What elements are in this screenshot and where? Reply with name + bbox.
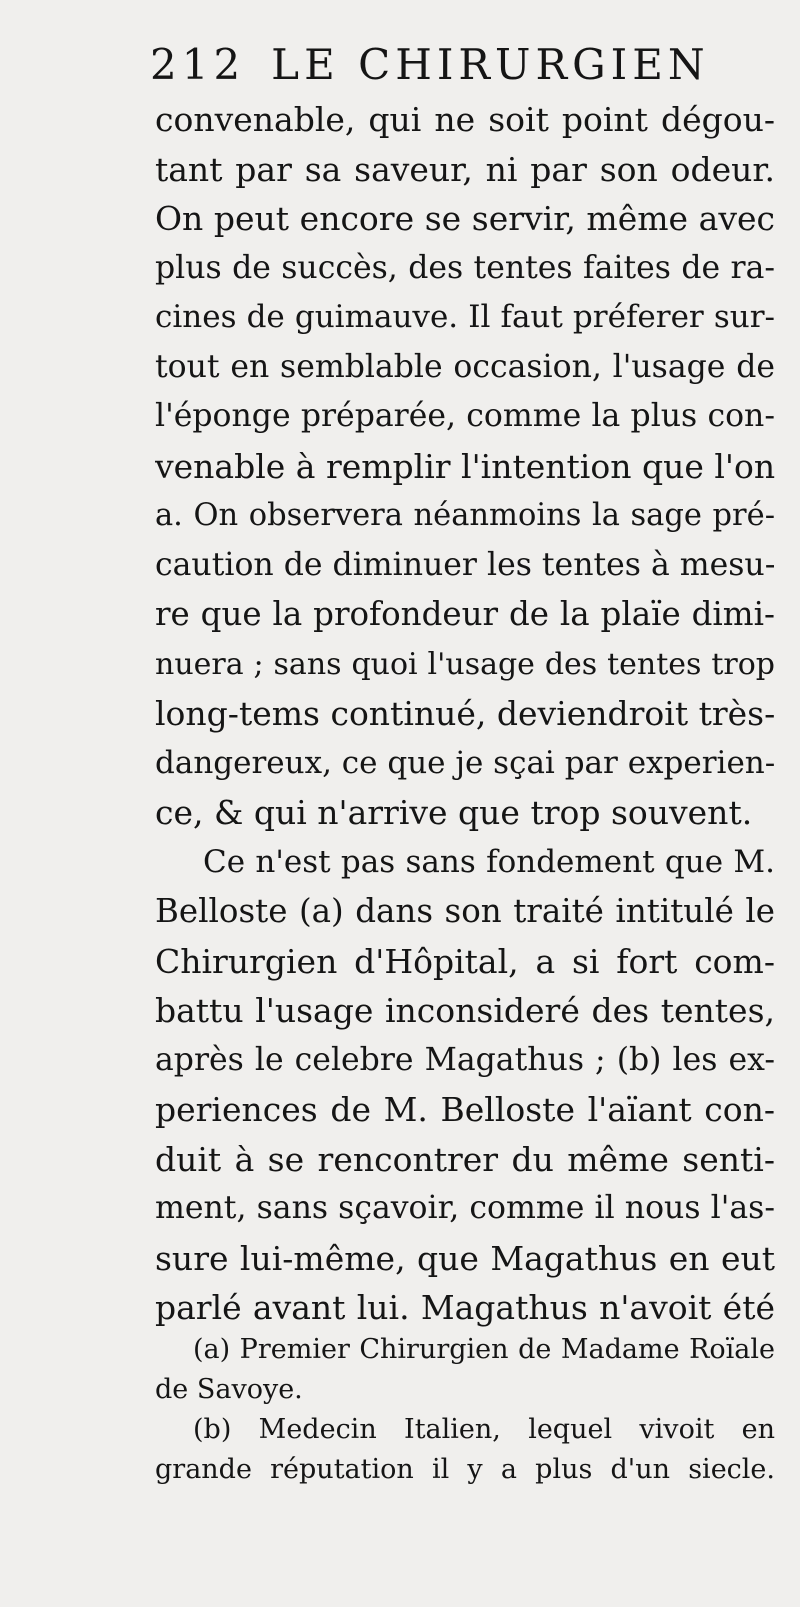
text-line: a. On observera néanmoins la sage pré- xyxy=(155,498,775,533)
text-line: duit à se rencontrer du même senti- xyxy=(155,1139,775,1179)
text-line: tant par sa saveur, ni par son odeur. xyxy=(155,149,775,189)
text-line: cines de guimauve. Il faut préferer sur- xyxy=(155,299,775,335)
text-line: On peut encore se servir, même avec xyxy=(155,199,775,238)
text-line: tout en semblable occasion, l'usage de xyxy=(155,348,775,385)
text-line: ment, sans sçavoir, comme il nous l'as- xyxy=(155,1190,775,1226)
running-header xyxy=(150,40,710,90)
text-line: Ce n'est pas sans fondement que M. xyxy=(203,843,775,880)
footnotes xyxy=(155,1330,775,1490)
text-line: dangereux, ce que je sçai par experien- xyxy=(155,744,775,781)
footnote-line: (b) Medecin Italien, lequel vivoit en xyxy=(193,1414,775,1445)
text-line: sure lui-même, que Magathus en eut xyxy=(155,1238,775,1278)
text-line: convenable, qui ne soit point dégou- xyxy=(155,100,775,139)
page-number: 212 xyxy=(150,40,246,89)
text-line: re que la profondeur de la plaïe dimi- xyxy=(155,595,775,633)
body-text xyxy=(155,95,775,1333)
footnote-line: grande réputation il y a plus d'un siecle. xyxy=(155,1454,775,1485)
text-line: periences de M. Belloste l'aïant con- xyxy=(155,1090,775,1129)
text-line: ce, & qui n'arrive que trop souvent. xyxy=(155,793,753,832)
text-line: Chirurgien d'Hôpital, a si fort com- xyxy=(155,941,775,981)
text-line: parlé avant lui. Magathus n'avoit été xyxy=(155,1288,775,1327)
running-title: LE CHIRURGIEN xyxy=(271,40,710,89)
text-line: plus de succès, des tentes faites de ra- xyxy=(155,249,775,286)
footnote-line: (a) Premier Chirurgien de Madame Roïale xyxy=(193,1334,775,1365)
text-line: battu l'usage inconsideré des tentes, xyxy=(155,991,775,1030)
text-line: caution de diminuer les tentes à mesu- xyxy=(155,546,775,583)
text-line: Belloste (a) dans son traité intitulé le xyxy=(155,892,775,930)
text-line: venable à remplir l'intention que l'on xyxy=(155,446,775,486)
text-line: long-tems continué, deviendroit très- xyxy=(155,694,775,733)
text-line: après le celebre Magathus ; (b) les ex- xyxy=(155,1041,775,1078)
footnote-line: de Savoye. xyxy=(155,1374,303,1405)
text-line: l'éponge préparée, comme la plus con- xyxy=(155,398,775,434)
text-line: nuera ; sans quoi l'usage des tentes trop xyxy=(155,646,775,682)
